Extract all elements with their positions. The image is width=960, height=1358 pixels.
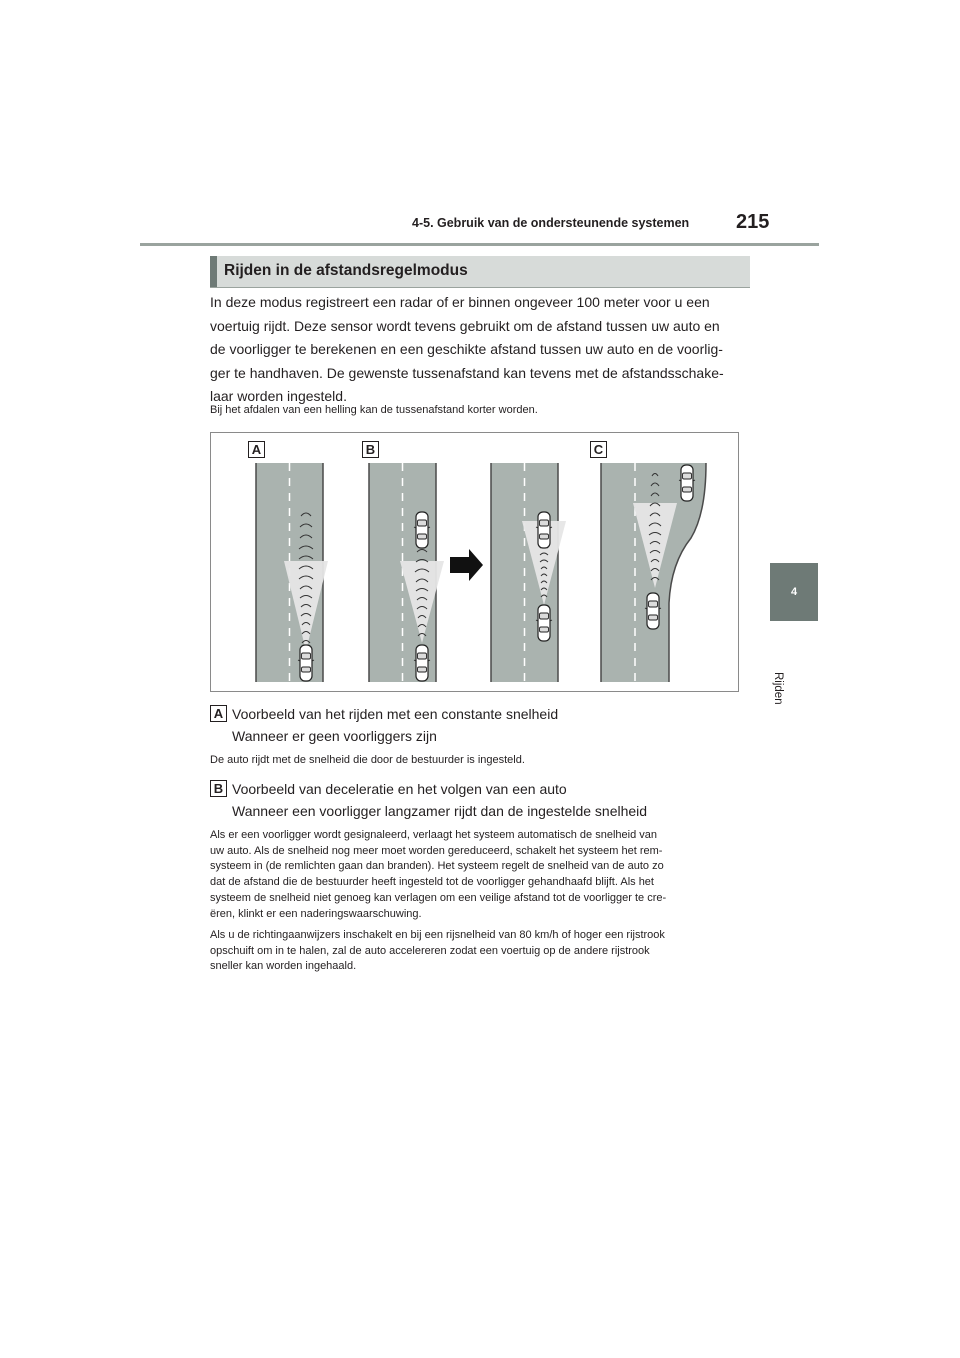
lead-car-b [414, 512, 430, 548]
item-a-title: Voorbeeld van het rijden met een constante snelheid [232, 706, 559, 722]
intro-line: In deze modus registreert een radar of er binnen ongeveer 100 meter voor u een [210, 294, 710, 310]
body-line: systeem in (de remlichten gaan dan branden). Het systeem regelt de snelheid van de auto zo [210, 860, 664, 873]
intro-line: de voorligger te berekenen en een geschikte afstand tussen uw auto en de voorlig- [210, 341, 723, 357]
own-car-c [645, 593, 661, 629]
body-line: Als er een voorligger wordt gesignaleerd, verlaagt het systeem automatisch de snelheid van [210, 829, 657, 841]
figure-label-a: A [248, 441, 265, 458]
chapter-tab: 4 [770, 563, 818, 621]
body-line: systeem de snelheid niet genoeg kan verlagen om een veilige afstand tot de voorligger te cre- [210, 891, 667, 904]
note-text: Bij het afdalen van een helling kan de tussenafstand korter worden. [210, 404, 538, 416]
body-line: ëren, klinkt er een naderingswaarschuwing. [210, 907, 422, 920]
body-line: opschuift om in te halen, zal de auto accelereren zodat een voertuig op de andere rijstrook [210, 944, 650, 957]
acc-diagram [210, 432, 739, 692]
item-a-subtitle: Wanneer er geen voorliggers zijn [232, 728, 437, 744]
own-car-a [298, 645, 314, 681]
chapter-label: Rijden [772, 672, 784, 705]
section-title: Rijden in de afstandsregelmodus [224, 262, 468, 279]
item-b-title: Voorbeeld van deceleratie en het volgen van een auto [232, 781, 567, 797]
own-car-b [414, 645, 430, 681]
item-label-b: B [210, 780, 227, 797]
header-rule [140, 243, 819, 246]
transition-arrow-icon [450, 549, 483, 581]
page-number: 215 [736, 211, 770, 233]
own-car-b-after [536, 605, 552, 641]
body-line: dat de afstand die de bestuurder heeft ingesteld tot de voorligger gehandhaafd blijft. Als het [210, 876, 654, 889]
section-header: 4-5. Gebruik van de ondersteunende systemen [412, 216, 690, 230]
car-c-other-lane [679, 465, 695, 501]
intro-paragraph [210, 291, 750, 409]
body-line: uw auto. Als de snelheid nog meer moet worden gereduceerd, schakelt het systeem het rem- [210, 844, 663, 857]
item-label-a: A [210, 705, 227, 722]
body-line: sneller kan worden ingehaald. [210, 960, 357, 973]
heading-accent-bar [210, 256, 217, 287]
item-b-body [210, 828, 750, 922]
item-b-subtitle: Wanneer een voorligger langzamer rijdt dan de ingestelde snelheid [232, 803, 648, 819]
acc-diagram-svg [211, 433, 738, 691]
lead-car-b-after [536, 512, 552, 548]
body-line: Als u de richtingaanwijzers inschakelt en bij een rijsnelheid van 80 km/h of hoger een rijstrook [210, 929, 665, 941]
intro-line: laar worden ingesteld. [210, 388, 347, 404]
intro-line: ger te handhaven. De gewenste tussenafstand kan tevens met de afstandsschake- [210, 364, 724, 381]
item-b-body2 [210, 928, 750, 975]
item-a-body: De auto rijdt met de snelheid die door de bestuurder is ingesteld. [210, 754, 525, 766]
intro-line: voertuig rijdt. Deze sensor wordt tevens gebruikt om de afstand tussen uw auto en [210, 317, 720, 334]
section-heading [210, 256, 750, 288]
figure-label-b: B [362, 441, 379, 458]
figure-label-c: C [590, 441, 607, 458]
